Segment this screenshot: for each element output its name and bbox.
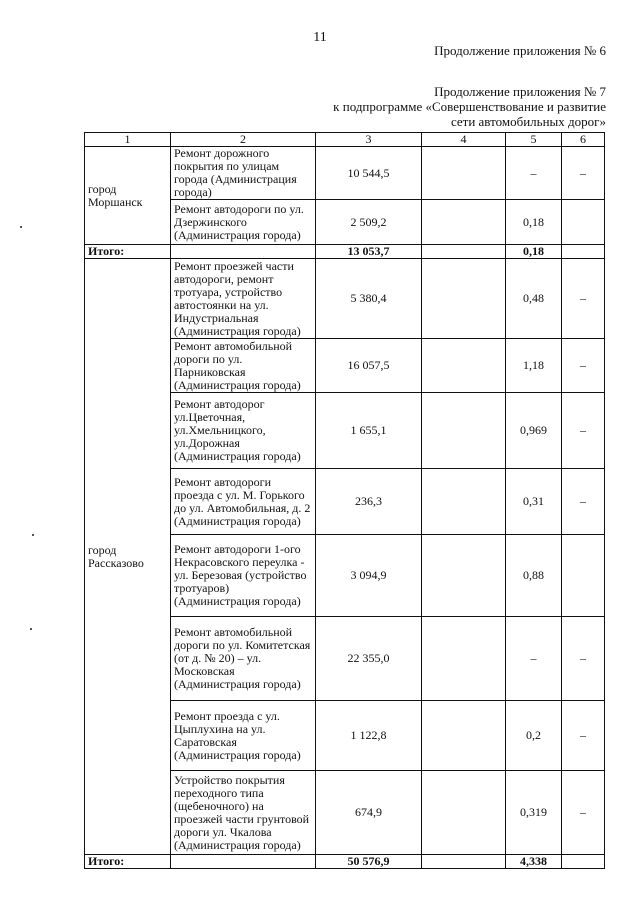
col6-cell [562, 200, 605, 245]
work-description: Ремонт проезжей части автодороги, ремонт тротуара, устройство автостоянки на ул. Индустриальная (Администрация города) [171, 259, 316, 339]
empty-cell [422, 259, 506, 339]
amount-cell: 1 655,1 [316, 393, 422, 469]
amount-cell: 2 509,2 [316, 200, 422, 245]
col6-cell: – [562, 701, 605, 771]
length-cell: 0,88 [506, 535, 562, 617]
table-row [85, 147, 605, 200]
empty-cell [422, 339, 506, 393]
total-label: Итого: [85, 855, 171, 869]
col6-cell: – [562, 771, 605, 855]
scan-speck [30, 628, 32, 630]
subprogram-header-line: к подпрограмме «Совершенствование и развитие [333, 99, 606, 114]
column-header: 1 [85, 133, 171, 147]
column-number-row [85, 133, 605, 147]
column-header: 6 [562, 133, 605, 147]
total-row [85, 245, 605, 259]
scan-speck [32, 534, 34, 536]
scan-speck [20, 226, 22, 228]
empty-cell [171, 245, 316, 259]
table-row [85, 259, 605, 339]
amount-cell: 10 544,5 [316, 147, 422, 200]
empty-cell [171, 855, 316, 869]
appendix-continuation-header: Продолжение приложения № 6 [434, 43, 606, 58]
length-cell: – [506, 617, 562, 701]
column-header: 4 [422, 133, 506, 147]
total-row [85, 855, 605, 869]
total-amount: 50 576,9 [316, 855, 422, 869]
empty-cell [422, 535, 506, 617]
empty-cell [422, 617, 506, 701]
empty-cell [422, 245, 506, 259]
amount-cell: 22 355,0 [316, 617, 422, 701]
work-description: Ремонт автодороги проезда с ул. М. Горького до ул. Автомобильная, д. 2 (Администрация города) [171, 469, 316, 535]
subprogram-header-line: Продолжение приложения № 7 [434, 84, 606, 99]
total-amount: 13 053,7 [316, 245, 422, 259]
work-description: Ремонт автомобильной дороги по ул. Комитетская (от д. № 20) – ул. Московская (Администрация города) [171, 617, 316, 701]
col6-cell: – [562, 469, 605, 535]
length-cell: 0,31 [506, 469, 562, 535]
total-label: Итого: [85, 245, 171, 259]
col6-cell: – [562, 147, 605, 200]
page-number: 11 [313, 30, 327, 45]
work-description: Устройство покрытия переходного типа (щебеночного) на проезжей части грунтовой дороги ул. Чкалова (Администрация города) [171, 771, 316, 855]
amount-cell: 5 380,4 [316, 259, 422, 339]
work-description: Ремонт автодорог ул.Цветочная, ул.Хмельницкого, ул.Дорожная (Администрация города) [171, 393, 316, 469]
col6-cell [562, 535, 605, 617]
col6-cell: – [562, 617, 605, 701]
amount-cell: 16 057,5 [316, 339, 422, 393]
amount-cell: 1 122,8 [316, 701, 422, 771]
work-description: Ремонт автодороги 1-ого Некрасовского переулка - ул. Березовая (устройство тротуаров) (Администрация города) [171, 535, 316, 617]
work-description: Ремонт проезда с ул. Цыплухина на ул. Саратовская (Администрация города) [171, 701, 316, 771]
empty-cell [422, 771, 506, 855]
empty-cell [422, 701, 506, 771]
column-header: 5 [506, 133, 562, 147]
amount-cell: 674,9 [316, 771, 422, 855]
empty-cell [422, 855, 506, 869]
length-cell: – [506, 147, 562, 200]
col6-cell: – [562, 393, 605, 469]
column-header: 3 [316, 133, 422, 147]
empty-cell [562, 855, 605, 869]
col6-cell: – [562, 259, 605, 339]
city-cell: город Рассказово [85, 259, 171, 855]
length-cell: 0,319 [506, 771, 562, 855]
total-length: 0,18 [506, 245, 562, 259]
length-cell: 0,969 [506, 393, 562, 469]
amount-cell: 3 094,9 [316, 535, 422, 617]
length-cell: 0,48 [506, 259, 562, 339]
amount-cell: 236,3 [316, 469, 422, 535]
subprogram-header-line: сети автомобильных дорог» [450, 114, 606, 129]
road-repair-table [84, 132, 605, 869]
empty-cell [422, 200, 506, 245]
subprogram-header [333, 84, 606, 129]
work-description: Ремонт автодороги по ул. Дзержинского (Администрация города) [171, 200, 316, 245]
empty-cell [562, 245, 605, 259]
total-length: 4,338 [506, 855, 562, 869]
length-cell: 0,18 [506, 200, 562, 245]
length-cell: 1,18 [506, 339, 562, 393]
length-cell: 0,2 [506, 701, 562, 771]
empty-cell [422, 147, 506, 200]
work-description: Ремонт дорожного покрытия по улицам города (Администрация города) [171, 147, 316, 200]
work-description: Ремонт автомобильной дороги по ул. Парниковская (Администрация города) [171, 339, 316, 393]
city-cell: город Моршанск [85, 147, 171, 245]
empty-cell [422, 469, 506, 535]
column-header: 2 [171, 133, 316, 147]
col6-cell: – [562, 339, 605, 393]
empty-cell [422, 393, 506, 469]
